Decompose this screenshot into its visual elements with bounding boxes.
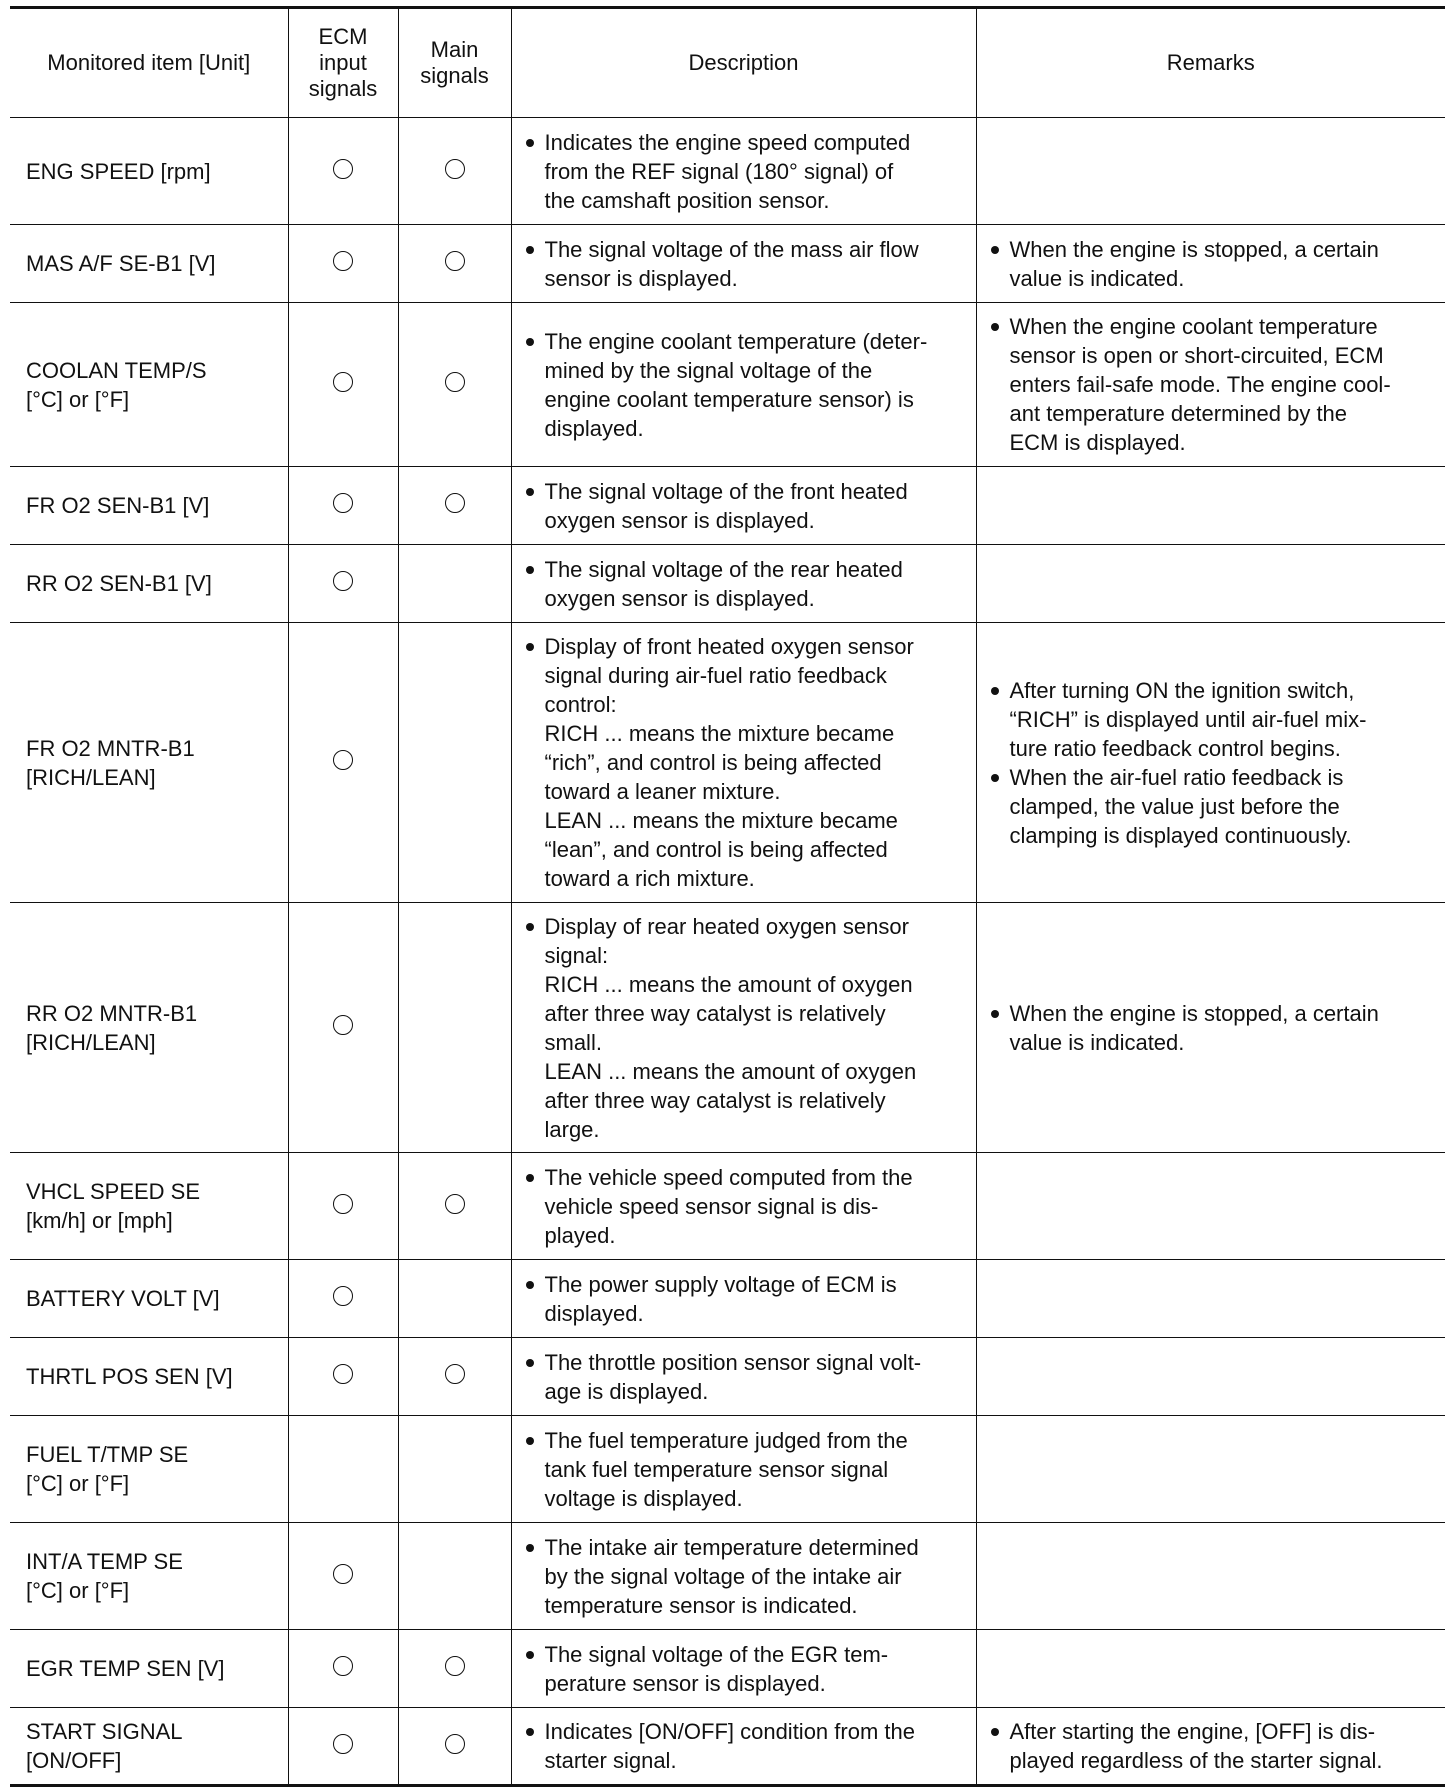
bullet-continuation: by the signal voltage of the intake air bbox=[544, 1563, 902, 1589]
circle-mark-icon bbox=[333, 1286, 353, 1306]
monitored-item-text: INT/A TEMP SE bbox=[26, 1549, 183, 1574]
monitored-item-cell bbox=[10, 118, 288, 225]
bullet-item: The power supply voltage of ECM is bbox=[518, 1270, 964, 1299]
main-signal-cell bbox=[398, 1260, 511, 1338]
bullet-continuation: sensor is displayed. bbox=[544, 265, 738, 291]
ecm-input-signal-cell bbox=[288, 118, 398, 225]
bullet-continuation: played. bbox=[544, 1222, 616, 1248]
bullet-continuation: the camshaft position sensor. bbox=[544, 187, 830, 213]
circle-mark-icon bbox=[333, 1734, 353, 1754]
circle-mark-icon bbox=[333, 1564, 353, 1584]
monitored-item-cell bbox=[10, 1708, 288, 1786]
monitored-item-cell bbox=[10, 623, 288, 903]
remarks-cell bbox=[976, 1523, 1445, 1630]
ecm-input-signal-cell bbox=[288, 303, 398, 467]
monitored-item-text: MAS A/F SE-B1 [V] bbox=[26, 251, 216, 276]
description-cell bbox=[511, 545, 976, 623]
bullet-item: The signal voltage of the front heated bbox=[518, 477, 964, 506]
bullet-item: The engine coolant temperature (deter- bbox=[518, 327, 964, 356]
description-cell bbox=[511, 225, 976, 303]
main-signal-cell bbox=[398, 903, 511, 1153]
circle-mark-icon bbox=[333, 372, 353, 392]
header-main-signals: Main signals bbox=[398, 8, 511, 118]
monitored-item-cell bbox=[10, 1338, 288, 1416]
remarks-cell bbox=[976, 303, 1445, 467]
main-signal-cell bbox=[398, 303, 511, 467]
remarks-cell bbox=[976, 1630, 1445, 1708]
description-cell bbox=[511, 118, 976, 225]
bullet-continuation: control: bbox=[544, 692, 617, 717]
monitored-item-text: RR O2 SEN-B1 [V] bbox=[26, 571, 212, 596]
circle-mark-icon bbox=[333, 251, 353, 271]
main-signal-cell bbox=[398, 467, 511, 545]
bullet-continuation: toward a leaner mixture. bbox=[544, 779, 781, 804]
bullet-continuation: temperature sensor is indicated. bbox=[544, 1592, 858, 1618]
bullet-continuation: LEAN ... means the mixture became bbox=[544, 808, 898, 833]
bullet-item: After turning ON the ignition switch, bbox=[983, 676, 1434, 705]
monitored-item-text: [°C] or [°F] bbox=[26, 1578, 130, 1603]
bullet-item: The signal voltage of the rear heated bbox=[518, 555, 964, 584]
remarks-cell bbox=[976, 118, 1445, 225]
monitored-item-text: ENG SPEED [rpm] bbox=[26, 158, 211, 184]
monitored-item-cell bbox=[10, 225, 288, 303]
bullet-item: The fuel temperature judged from the bbox=[518, 1426, 964, 1455]
remarks-cell bbox=[976, 1416, 1445, 1523]
monitor-item-table-page bbox=[10, 6, 1445, 1787]
circle-mark-icon bbox=[445, 159, 465, 179]
ecm-input-signal-cell bbox=[288, 1630, 398, 1708]
circle-mark-icon bbox=[333, 1015, 353, 1035]
bullet-item: Indicates the engine speed computed bbox=[518, 128, 964, 157]
table-row bbox=[10, 225, 1445, 303]
ecm-input-signal-cell bbox=[288, 467, 398, 545]
main-signal-cell bbox=[398, 623, 511, 903]
bullet-continuation: after three way catalyst is relatively bbox=[544, 1087, 886, 1113]
description-cell bbox=[511, 1338, 976, 1416]
monitored-item-text: START SIGNAL bbox=[26, 1719, 183, 1744]
ecm-input-signal-cell bbox=[288, 545, 398, 623]
monitored-item-cell bbox=[10, 545, 288, 623]
main-signal-cell bbox=[398, 225, 511, 303]
circle-mark-icon bbox=[445, 251, 465, 271]
main-signal-cell bbox=[398, 118, 511, 225]
bullet-item: After starting the engine, [OFF] is dis- bbox=[983, 1717, 1434, 1746]
ecm-input-signal-cell bbox=[288, 623, 398, 903]
description-cell bbox=[511, 1523, 976, 1630]
bullet-continuation: oxygen sensor is displayed. bbox=[544, 507, 815, 533]
description-cell bbox=[511, 1416, 976, 1523]
circle-mark-icon bbox=[445, 1194, 465, 1214]
monitored-item-cell bbox=[10, 1523, 288, 1630]
circle-mark-icon bbox=[333, 1194, 353, 1214]
monitored-item-cell bbox=[10, 303, 288, 467]
bullet-item: The throttle position sensor signal volt- bbox=[518, 1348, 964, 1377]
remarks-cell bbox=[976, 225, 1445, 303]
monitored-item-cell bbox=[10, 1416, 288, 1523]
circle-mark-icon bbox=[445, 493, 465, 513]
remarks-cell bbox=[976, 1338, 1445, 1416]
ecm-input-signal-cell bbox=[288, 1153, 398, 1260]
monitored-item-text: THRTL POS SEN [V] bbox=[26, 1364, 233, 1389]
bullet-continuation: clamping is displayed continuously. bbox=[1009, 822, 1352, 848]
monitored-item-cell bbox=[10, 467, 288, 545]
monitored-item-text: RR O2 MNTR-B1 bbox=[26, 1000, 198, 1026]
table-row bbox=[10, 545, 1445, 623]
circle-mark-icon bbox=[333, 571, 353, 591]
table-row bbox=[10, 1338, 1445, 1416]
bullet-continuation: large. bbox=[544, 1116, 600, 1142]
bullet-item: The signal voltage of the EGR tem- bbox=[518, 1640, 964, 1669]
bullet-item: The vehicle speed computed from the bbox=[518, 1163, 964, 1192]
ecm-input-signal-cell bbox=[288, 1523, 398, 1630]
bullet-item: When the engine is stopped, a certain bbox=[983, 235, 1434, 264]
bullet-continuation: toward a rich mixture. bbox=[544, 866, 755, 891]
main-signal-cell bbox=[398, 1153, 511, 1260]
bullet-continuation: displayed. bbox=[544, 415, 644, 441]
table-body bbox=[10, 118, 1445, 1786]
bullet-item: When the engine coolant temperature bbox=[983, 312, 1434, 341]
bullet-continuation: “RICH” is displayed until air-fuel mix- bbox=[1009, 706, 1367, 732]
description-cell bbox=[511, 903, 976, 1153]
monitored-item-text: EGR TEMP SEN [V] bbox=[26, 1656, 225, 1681]
bullet-item: The signal voltage of the mass air flow bbox=[518, 235, 964, 264]
bullet-item: The intake air temperature determined bbox=[518, 1533, 964, 1562]
bullet-continuation: value is indicated. bbox=[1009, 1029, 1185, 1055]
monitored-item-cell bbox=[10, 1153, 288, 1260]
remarks-cell bbox=[976, 623, 1445, 903]
main-signal-cell bbox=[398, 1708, 511, 1786]
description-cell bbox=[511, 623, 976, 903]
circle-mark-icon bbox=[333, 1656, 353, 1676]
bullet-continuation: starter signal. bbox=[544, 1748, 677, 1773]
circle-mark-icon bbox=[445, 1734, 465, 1754]
table-row bbox=[10, 1708, 1445, 1786]
monitored-item-text: FR O2 SEN-B1 [V] bbox=[26, 493, 210, 518]
remarks-cell bbox=[976, 545, 1445, 623]
monitored-item-text: [km/h] or [mph] bbox=[26, 1208, 173, 1233]
bullet-item: When the air-fuel ratio feedback is bbox=[983, 763, 1434, 792]
table-row bbox=[10, 1153, 1445, 1260]
bullet-continuation: voltage is displayed. bbox=[544, 1485, 743, 1511]
bullet-continuation: perature sensor is displayed. bbox=[544, 1670, 826, 1696]
monitored-item-cell bbox=[10, 1630, 288, 1708]
bullet-continuation: vehicle speed sensor signal is dis- bbox=[544, 1193, 879, 1219]
bullet-item: Indicates [ON/OFF] condition from the bbox=[518, 1717, 964, 1746]
bullet-continuation: “lean”, and control is being affected bbox=[544, 837, 888, 862]
remarks-cell bbox=[976, 467, 1445, 545]
main-signal-cell bbox=[398, 1338, 511, 1416]
circle-mark-icon bbox=[445, 1656, 465, 1676]
bullet-continuation: played regardless of the starter signal. bbox=[1009, 1748, 1383, 1773]
monitored-item-text: COOLAN TEMP/S bbox=[26, 357, 207, 383]
monitored-item-cell bbox=[10, 1260, 288, 1338]
bullet-item: Display of front heated oxygen sensor bbox=[518, 632, 964, 661]
ecm-input-signal-cell bbox=[288, 1416, 398, 1523]
bullet-continuation: from the REF signal (180° signal) of bbox=[544, 158, 894, 184]
bullet-continuation: RICH ... means the amount of oxygen bbox=[544, 971, 913, 997]
remarks-cell bbox=[976, 1153, 1445, 1260]
description-cell bbox=[511, 467, 976, 545]
header-description: Description bbox=[511, 8, 976, 118]
bullet-continuation: LEAN ... means the amount of oxygen bbox=[544, 1058, 917, 1084]
table-row bbox=[10, 1260, 1445, 1338]
bullet-continuation: after three way catalyst is relatively bbox=[544, 1000, 886, 1026]
bullet-continuation: value is indicated. bbox=[1009, 265, 1185, 291]
circle-mark-icon bbox=[445, 1364, 465, 1384]
bullet-continuation: signal: bbox=[544, 942, 609, 968]
bullet-continuation: engine coolant temperature sensor) is bbox=[544, 386, 914, 412]
ecm-input-signal-cell bbox=[288, 1260, 398, 1338]
remarks-cell bbox=[976, 1260, 1445, 1338]
bullet-continuation: mined by the signal voltage of the bbox=[544, 357, 873, 383]
table-row bbox=[10, 1416, 1445, 1523]
monitored-item-text: [RICH/LEAN] bbox=[26, 1029, 156, 1055]
table-row bbox=[10, 303, 1445, 467]
bullet-continuation: clamped, the value just before the bbox=[1009, 793, 1340, 819]
description-cell bbox=[511, 1630, 976, 1708]
monitored-item-text: [°C] or [°F] bbox=[26, 386, 130, 412]
bullet-continuation: tank fuel temperature sensor signal bbox=[544, 1456, 889, 1482]
table-row bbox=[10, 1523, 1445, 1630]
main-signal-cell bbox=[398, 1416, 511, 1523]
description-cell bbox=[511, 1260, 976, 1338]
ecm-input-signal-cell bbox=[288, 225, 398, 303]
circle-mark-icon bbox=[333, 750, 353, 770]
bullet-continuation: enters fail-safe mode. The engine cool- bbox=[1009, 372, 1391, 397]
monitored-item-text: VHCL SPEED SE bbox=[26, 1179, 201, 1204]
bullet-continuation: ECM is displayed. bbox=[1009, 430, 1186, 455]
ecm-input-signal-cell bbox=[288, 1338, 398, 1416]
bullet-continuation: ture ratio feedback control begins. bbox=[1009, 735, 1341, 761]
bullet-continuation: displayed. bbox=[544, 1300, 644, 1326]
remarks-cell bbox=[976, 903, 1445, 1153]
table-row bbox=[10, 467, 1445, 545]
description-cell bbox=[511, 303, 976, 467]
table-row bbox=[10, 903, 1445, 1153]
monitored-item-text: BATTERY VOLT [V] bbox=[26, 1286, 220, 1311]
bullet-item: When the engine is stopped, a certain bbox=[983, 999, 1434, 1028]
circle-mark-icon bbox=[333, 159, 353, 179]
description-cell bbox=[511, 1153, 976, 1260]
bullet-continuation: RICH ... means the mixture became bbox=[544, 721, 895, 746]
main-signal-cell bbox=[398, 545, 511, 623]
header-remarks: Remarks bbox=[976, 8, 1445, 118]
header-ecm-input-signals: ECM input signals bbox=[288, 8, 398, 118]
bullet-continuation: sensor is open or short-circuited, ECM bbox=[1009, 343, 1384, 368]
bullet-continuation: oxygen sensor is displayed. bbox=[544, 585, 815, 611]
bullet-continuation: ant temperature determined by the bbox=[1009, 401, 1348, 426]
table-row bbox=[10, 118, 1445, 225]
monitored-item-text: [RICH/LEAN] bbox=[26, 764, 156, 790]
monitored-item-text: FR O2 MNTR-B1 bbox=[26, 735, 195, 761]
bullet-continuation: age is displayed. bbox=[544, 1378, 709, 1404]
header-monitored-item: Monitored item [Unit] bbox=[10, 8, 288, 118]
bullet-continuation: small. bbox=[544, 1029, 602, 1055]
table-row bbox=[10, 1630, 1445, 1708]
monitored-item-text: [°C] or [°F] bbox=[26, 1471, 130, 1496]
monitored-item-text: FUEL T/TMP SE bbox=[26, 1442, 189, 1467]
circle-mark-icon bbox=[333, 1364, 353, 1384]
circle-mark-icon bbox=[333, 493, 353, 513]
main-signal-cell bbox=[398, 1523, 511, 1630]
bullet-continuation: signal during air-fuel ratio feedback bbox=[544, 663, 887, 688]
header-row bbox=[10, 8, 1445, 118]
main-signal-cell bbox=[398, 1630, 511, 1708]
monitored-item-cell bbox=[10, 903, 288, 1153]
bullet-continuation: “rich”, and control is being affected bbox=[544, 750, 882, 775]
table-row bbox=[10, 623, 1445, 903]
description-cell bbox=[511, 1708, 976, 1786]
monitored-item-text: [ON/OFF] bbox=[26, 1748, 122, 1773]
ecm-input-signal-cell bbox=[288, 903, 398, 1153]
bullet-item: Display of rear heated oxygen sensor bbox=[518, 912, 964, 941]
circle-mark-icon bbox=[445, 372, 465, 392]
remarks-cell bbox=[976, 1708, 1445, 1786]
ecm-input-signal-cell bbox=[288, 1708, 398, 1786]
monitor-item-table bbox=[10, 6, 1445, 1787]
